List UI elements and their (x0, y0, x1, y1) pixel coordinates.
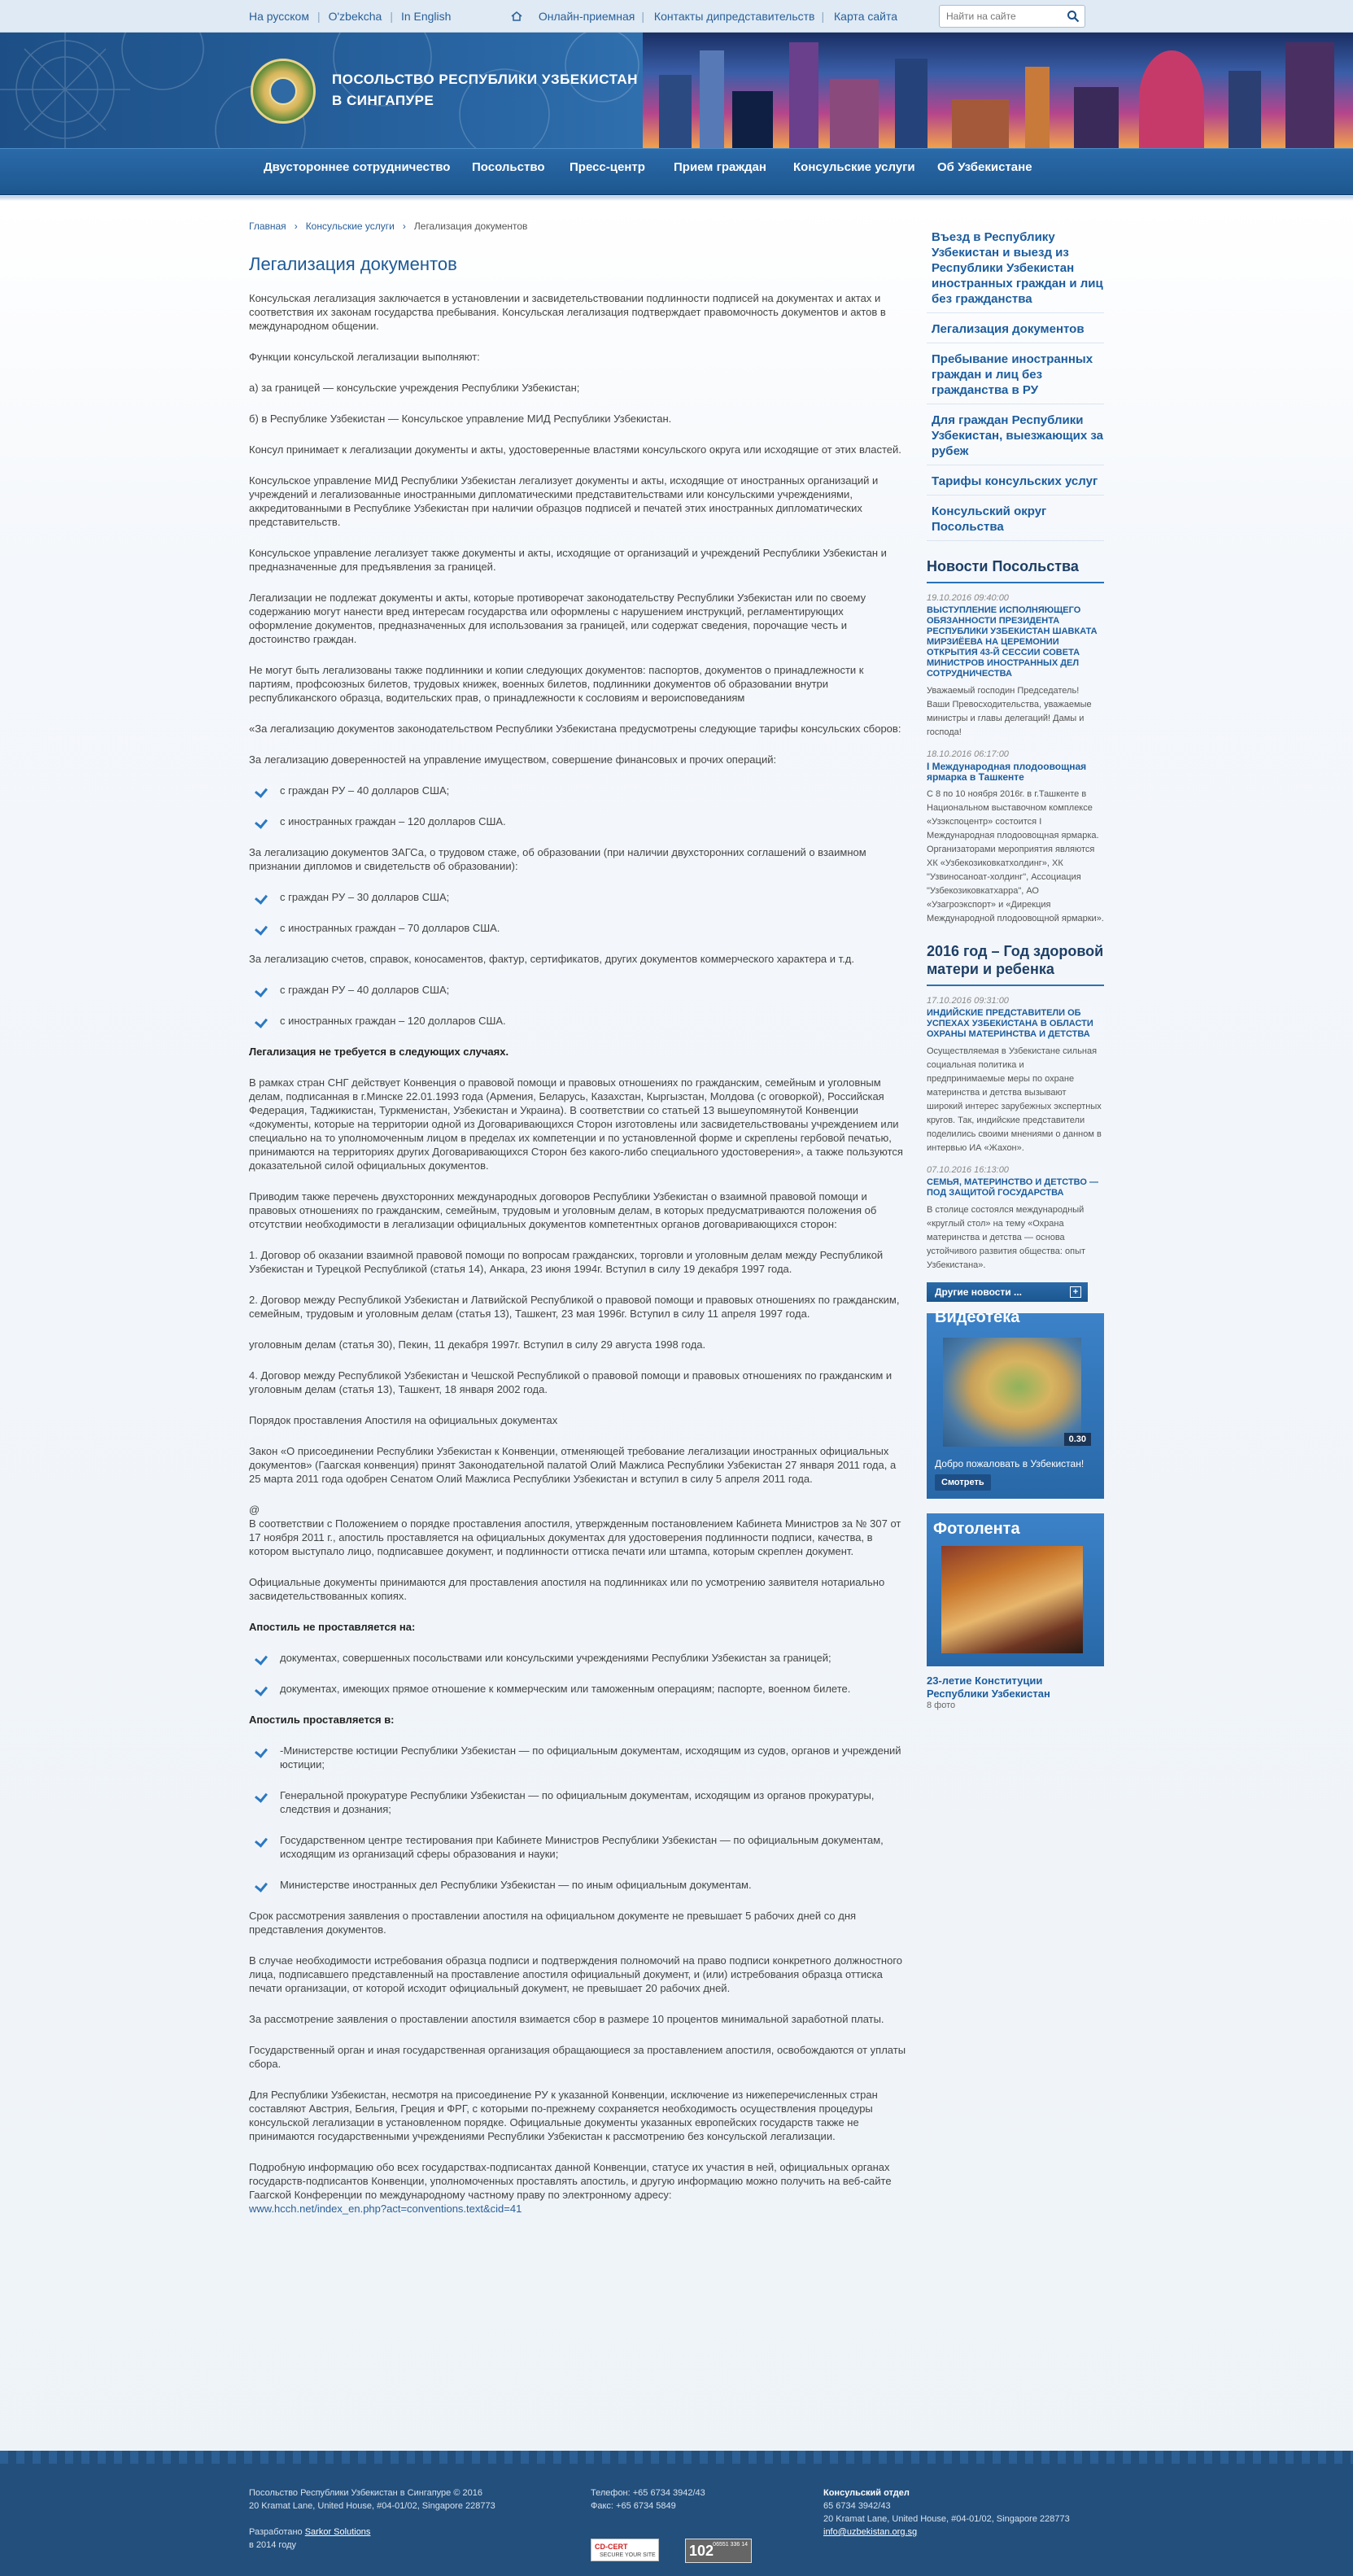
footer-col-consular (823, 2486, 1070, 2539)
sitemap-link[interactable]: Карта сайта (834, 10, 898, 23)
section-heading: Апостиль не проставляется на: (249, 1621, 416, 1633)
paragraph: Порядок проставления Апостиля на официальных документах (249, 1414, 558, 1426)
counter-small: 06551 336 14 (713, 2542, 748, 2548)
paragraph: Срок рассмотрения заявления о проставлении апостиля на официальном документе не превышает 5 рабочих дней со дня представления документов. (249, 1910, 857, 1936)
plus-icon: + (1070, 1286, 1081, 1298)
paragraph: В случае необходимости истребования образца подписи и подтверждения полномочий на право подписи конкретного должностного лица, подписавшего представленный на проставление апостиля официальный документ, и (или) истребования образца оттиска печати организации, от которой исходит официальный документ, не превышает 20 рабочих дней. (249, 1954, 903, 1994)
paragraph: Консульская легализация заключается в установлении и засвидетельствовании подлинности подписей на документах и актах и соответствия их законам государства пребывания. Консульская легализация подтверждает правомочность документов и актов в международном общении. (249, 292, 886, 332)
paragraph: Консул принимает к легализации документы и акты, удостоверенные властями консульского округа или исходящие от этих властей. (249, 443, 901, 456)
news-date: 19.10.2016 09:40:00 (927, 593, 1009, 603)
search-icon[interactable] (1067, 10, 1080, 23)
paragraph: 1. Договор об оказании взаимной правовой помощи по вопросам гражданских, торговли и уголовным делам между Республикой Узбекистан и Турецкой Республикой (статья 14), Анкара, 23 июня 1994г. Вступил в силу 19 декабря 1997 года. (249, 1249, 884, 1275)
news-date: 07.10.2016 16:13:00 (927, 1165, 1009, 1175)
list-item: документах, имеющих прямое отношение к коммерческим или таможенным операциям; паспорте, военном билете. (249, 1682, 908, 1696)
footer-fax: Факс: +65 6734 5849 (591, 2501, 676, 2511)
nav-bilateral[interactable]: Двустороннее сотрудничество (264, 160, 451, 174)
header-city-banner (643, 33, 1353, 148)
site-header (0, 33, 1353, 148)
nav-embassy[interactable]: Посольство (472, 160, 545, 174)
main-nav (0, 148, 1353, 195)
footer-phone: Телефон: +65 6734 3942/43 (591, 2488, 705, 2498)
ssl-badge[interactable] (591, 2539, 659, 2561)
footer-col-embassy (249, 2486, 495, 2552)
paragraph: Не могут быть легализованы также подлинники и копии следующих документов: паспортов, документов о принадлежности к партиям, профсоюзных билетов, трудовых книжек, военных билетов, подлинники документов об образовании внутри республиканского образца, водительских прав, о принадлежности к сословиям и вероисповеданиям (249, 664, 864, 704)
section-heading: Апостиль проставляется в: (249, 1714, 395, 1726)
news-date: 17.10.2016 09:31:00 (927, 996, 1009, 1006)
paragraph: Консульское управление МИД Республики Узбекистан легализует документы и акты, исходящие от иностранных организаций и учреждений и легализованные иностранными дипломатическими представительствами или консульскими учреждениями, аккредитованными в Республике Узбекистан при наличии образцов подписей и печатей этих иностранных дипломатических представительств. (249, 474, 879, 528)
video-title: Видеотека (935, 1308, 1020, 1326)
ornament-pattern (0, 33, 643, 148)
photo-title: Фотолента (933, 1520, 1020, 1538)
paragraph: Консульское управление легализует также документы и акты, исходящие от организаций и учреждений Республики Узбекистан и предназначенные для предъявления за границей. (249, 547, 887, 573)
photo-count: 8 фото (927, 1701, 956, 1710)
search-input[interactable] (940, 6, 1054, 27)
sidebar-link-legalization[interactable]: Легализация документов (927, 321, 1104, 343)
news-text: Осуществляемая в Узбекистане сильная социальная политика и предпринимаемые меры по охране материнства и детства вызывают широкий интерес зарубежных экспертных кругов. Так, индийские представители поделились своими мнениями о данном в интервью ИА «Жахон». (927, 1046, 1102, 1153)
top-bar (0, 0, 1353, 33)
sidebar-link-stay[interactable]: Пребывание иностранных граждан и лиц без гражданства в РУ (927, 351, 1104, 404)
site-title-line2[interactable]: В СИНГАПУРЕ (332, 93, 434, 108)
site-title-line1[interactable]: ПОСОЛЬСТВО РЕСПУБЛИКИ УЗБЕКИСТАН (332, 72, 638, 87)
fee-list (249, 983, 908, 1028)
paragraph: 2. Договор между Республикой Узбекистан и Латвийской Республикой о правовой помощи и правовых отношениях по гражданским, семейным, трудовым и уголовным делам (статья 13), Ташкент, 23 мая 1996г. Вступил в силу 11 апреля 1997 года. (249, 1294, 900, 1320)
video-caption[interactable]: Добро пожаловать в Узбекистан! (935, 1458, 1085, 1469)
paragraph: За легализацию доверенностей на управление имуществом, совершение финансовых и прочих операций: (249, 753, 777, 766)
online-reception-link[interactable]: Онлайн-приемная (538, 10, 635, 23)
list-item: с граждан РУ – 30 долларов США; (249, 890, 908, 904)
ssl-badge-label: CD-CERT (595, 2543, 628, 2551)
news-text: Уважаемый господин Председатель! Ваши Превосходительства, уважаемые министры и главы делегаций! Дамы и господа! (927, 686, 1092, 737)
paragraph: За рассмотрение заявления о проставлении апостиля взимается сбор в размере 10 процентов минимальной заработной платы. (249, 2013, 884, 2025)
paragraph: В соответствии с Положением о порядке проставления апостиля, утвержденным постановлением Кабинета Министров за № 307 от 17 ноября 2011 г., апостиль проставляется на официальных документах для удостоверения подлинности подписи, качества, в котором выступало лицо, подписавшее документ, и подлинности оттиска печати или штампа, которым скреплен документ. (249, 1517, 901, 1557)
footer-email-link[interactable]: info@uzbekistan.org.sg (823, 2527, 918, 2537)
video-duration: 0.30 (1064, 1433, 1091, 1446)
footer-developed: Разработано (249, 2527, 303, 2537)
developer-link[interactable]: Sarkor Solutions (304, 2527, 371, 2537)
news-title[interactable]: СЕМЬЯ, МАТЕРИНСТВО И ДЕТСТВО — ПОД ЗАЩИТОЙ ГОСУДАРСТВА (927, 1177, 1098, 1198)
fee-list (249, 784, 908, 828)
list-item: -Министерстве юстиции Республики Узбекистан — по официальным документам, исходящим из судов, органов и учреждений юстиции; (249, 1744, 908, 1771)
sidebar-link-consular-district[interactable]: Консульский округ Посольства (927, 504, 1104, 541)
sidebar-link-citizens-abroad[interactable]: Для граждан Республики Узбекистан, выезжающих за рубеж (927, 413, 1104, 465)
nav-reception[interactable]: Прием граждан (674, 160, 766, 174)
sidebar-link-tariffs[interactable]: Тарифы консульских услуг (927, 474, 1104, 496)
site-footer (0, 2451, 1353, 2576)
news-date: 18.10.2016 06:17:00 (927, 749, 1009, 759)
language-switcher: На русском | O'zbekcha | In English (249, 10, 452, 23)
apostille-exclusions (249, 1651, 908, 1696)
breadcrumb-current: Легализация документов (413, 220, 528, 232)
news-title[interactable]: ИНДИЙСКИЕ ПРЕДСТАВИТЕЛИ ОБ УСПЕХАХ УЗБЕКИСТАНА В ОБЛАСТИ ОХРАНЫ МАТЕРИНСТВА И ДЕТСТВА (927, 1008, 1093, 1039)
footer-year: в 2014 году (249, 2540, 296, 2550)
list-item: с граждан РУ – 40 долларов США; (249, 784, 908, 797)
news-item (927, 1165, 1104, 1273)
page-title: Легализация документов (249, 254, 457, 274)
sidebar (927, 229, 1104, 1710)
search-box (939, 5, 1085, 28)
counter-value: 102 (689, 2543, 714, 2559)
photo-caption[interactable]: 23-летие Конституции Республики Узбекистан (927, 1674, 1050, 1700)
paragraph: Государственный орган и иная государственная организация обращающиеся за проставлением апостиля, освобождаются от уплаты сбора. (249, 2044, 906, 2070)
more-news-button[interactable] (927, 1282, 1088, 1302)
video-widget (927, 1308, 1104, 1499)
list-item: с иностранных граждан – 120 долларов США. (249, 1014, 908, 1028)
home-icon[interactable] (511, 11, 522, 21)
paragraph: За легализацию счетов, справок, коносаментов, фактур, сертификатов, других документов коммерческого характера и т.д. (249, 953, 854, 965)
list-item: с граждан РУ – 40 долларов США; (249, 983, 908, 997)
news-item (927, 996, 1104, 1155)
footer-copyright: Посольство Республики Узбекистан в Сингапуре © 2016 (249, 2488, 482, 2498)
paragraph: В рамках стран СНГ действует Конвенция о правовой помощи и правовых отношениях по гражданским, семейным и уголовным делам, подписанная в г.Минске 22.01.1993 года (Армения, Беларусь, Казахстан, Кыргызстан, Молдова (с оговоркой), Российская Федерация, Таджикистан, Туркменистан, Узбекистан и Украина). В соответствии со статьей 13 вышеупомянутой Конвенции «документы, которые на территории одной из Договаривающихся Сторон изготовлены или засвидетельствованы учреждением или специально на то уполномоченным лицом в пределах их компетенции и по установленной форме и скреплены гербовой печатью, принимаются на территориях других Договаривающихся Сторон без какого-либо специального удостоверения», а также пользуются доказательной силой официальных документов. (249, 1076, 903, 1172)
top-links: Онлайн-приемная | Контакты дипредставительств | Карта сайта (511, 10, 904, 23)
nav-about[interactable]: Об Узбекистане (937, 160, 1032, 174)
sidebar-link-entry-exit[interactable]: Въезд в Республику Узбекистан и выезд из Республики Узбекистан иностранных граждан и лиц без гражданства (927, 229, 1104, 313)
hcch-link[interactable]: www.hcch.net/index_en.php?act=conventions.text&cid=41 (249, 2203, 522, 2215)
paragraph: уголовным делам (статья 30), Пекин, 11 декабря 1997г. Вступил в силу 29 августа 1998 года. (249, 1338, 706, 1351)
list-item: документах, совершенных посольствами или консульскими учреждениями Республики Узбекистан за границей; (249, 1651, 908, 1665)
list-item: Государственном центре тестирования при Кабинете Министров Республики Узбекистан — по официальным документам, исходящим из организаций сферы образования и науки; (249, 1833, 908, 1861)
lang-en[interactable]: In English (400, 10, 452, 23)
paragraph: Легализации не подлежат документы и акты, которые противоречат законодательству Республики Узбекистан или по своему содержанию могут нанести вред интересам государства или оформлены с нарушением инструкций, регламентирующих оформление документов, предназначенных для использования за границей, или содержат сведения, порочащие честь и достоинство граждан. (249, 592, 866, 645)
paragraph: 4. Договор между Республикой Узбекистан и Чешской Республикой о правовой помощи и правовых отношениях по гражданским и уголовным делам (статья 13), Ташкент, 18 января 2002 года. (249, 1369, 893, 1395)
article-body (249, 291, 908, 2233)
visit-counter[interactable] (685, 2539, 752, 2563)
paragraph: За легализацию документов ЗАГСа, о трудовом стаже, об образовании (при наличии двухсторонних соглашений о взаимном признании дипломов и свидетельств об образовании): (249, 846, 866, 872)
paragraph: «За легализацию документов законодательством Республики Узбекистана предусмотрены следующие тарифы консульских сборов: (249, 723, 901, 735)
video-thumbnail[interactable] (943, 1338, 1081, 1447)
paragraph-text: Подробную информацию обо всех государствах-подписантах данной Конвенции, статусе их участия в ней, официальных органах государств-подписантов Конвенции, уполномоченных проставлять апостиль, и другую информацию можно получить на веб-сайте Гаагской Конференции по международному частному праву по электронному адресу: (249, 2161, 892, 2201)
watch-button[interactable]: Смотреть (935, 1474, 991, 1491)
paragraph: Официальные документы принимаются для проставления апостиля на подлинниках или по усмотрению заявителя нотариально засвидетельствованных копиях. (249, 1576, 885, 1602)
news-item (927, 749, 1104, 926)
news-title[interactable]: ВЫСТУПЛЕНИЕ ИСПОЛНЯЮЩЕГО ОБЯЗАННОСТИ ПРЕЗИДЕНТА РЕСПУБЛИКИ УЗБЕКИСТАН ШАВКАТА МИРЗИЁЕВА НА ЦЕРЕМОНИИ ОТКРЫТИЯ 43-Й СЕССИИ СОВЕТА МИНИСТРОВ ИНОСТРАННЫХ ДЕЛ СОТРУДНИЧЕСТВА (927, 605, 1098, 679)
state-emblem[interactable] (251, 59, 316, 124)
breadcrumb: Главная › Консульские услуги › Легализация документов (249, 220, 528, 232)
ssl-badge-sub: SECURE YOUR SITE (600, 2552, 656, 2558)
footer-consular-address: 20 Kramat Lane, United House, #04-01/02, Singapore 228773 (823, 2514, 1070, 2524)
section-heading: Легализация не требуется в следующих случаях. (249, 1046, 509, 1058)
paragraph (249, 2160, 908, 2216)
footer-consular-phone: 65 6734 3942/43 (823, 2501, 891, 2511)
footer-consular-title: Консульский отдел (823, 2488, 910, 2498)
paragraph: Для Республики Узбекистан, несмотря на присоединение РУ к указанной Конвенции, исключение из нижеперечисленных стран составляют Австрия, Бельгия, Греция и ФРГ, с которыми по-прежнему сохраняется необходимость осуществления процедуры консульской легализации в установленном порядке. Официальные документы указанных европейских государств также не принимаются государственными учреждениями Республики Узбекистан к рассмотрению без консульской легализации. (249, 2089, 878, 2142)
news-item (927, 593, 1104, 740)
paragraph: Приводим также перечень двухсторонних международных договоров Республики Узбекистан о взаимной правовой помощи и правовых отношениях по гражданским, семейным, трудовым и уголовным делам, в которых предусматриваются положения об отсутствии необходимости в легализации официальных документов компетентных органов договаривающихся сторон: (249, 1190, 877, 1230)
nav-consular[interactable]: Консульские услуги (793, 160, 915, 174)
year-heading: 2016 год – Год здоровой матери и ребенка (927, 942, 1104, 986)
lang-ru[interactable]: На русском (249, 10, 309, 23)
news-text: С 8 по 10 ноября 2016г. в г.Ташкенте в Национальном выставочном комплексе «Узэкспоцентр» состоится I Международная плодоовощная ярмарка. Организаторами мероприятия являются ХК «Узбекозиковкатхолдинг», ХК "Узвиносаноат-холдинг", Ассоциация "Узбекозиковкатхарра", АО «Узагроэкспорт» и «Дирекция Международной плодоовощной ярмарки». (927, 789, 1104, 923)
footer-col-contacts (591, 2486, 705, 2513)
paragraph: б) в Республике Узбекистан — Консульское управление МИД Республики Узбекистан. (249, 413, 672, 425)
photo-widget (927, 1513, 1104, 1666)
list-item: с иностранных граждан – 120 долларов США. (249, 814, 908, 828)
fee-list (249, 890, 908, 935)
paragraph: @ (249, 1504, 260, 1516)
list-item: Генеральной прокуратуре Республики Узбекистан — по официальным документам, исходящим из органов прокуратуры, следствия и дознания; (249, 1788, 908, 1816)
contacts-link[interactable]: Контакты дипредставительств (653, 10, 815, 23)
nav-press-center[interactable]: Пресс-центр (570, 160, 645, 174)
photo-thumbnail[interactable] (941, 1546, 1083, 1653)
apostille-authorities (249, 1744, 908, 1892)
more-news-label: Другие новости ... (935, 1286, 1023, 1298)
paragraph: а) за границей — консульские учреждения Республики Узбекистан; (249, 382, 580, 394)
list-item: Министерстве иностранных дел Республики Узбекистан — по иным официальным документам. (249, 1878, 908, 1892)
footer-address: 20 Kramat Lane, United House, #04-01/02, Singapore 228773 (249, 2501, 495, 2511)
list-item: с иностранных граждан – 70 долларов США. (249, 921, 908, 935)
news-text: В столице состоялся международный «круглый стол» на тему «Охрана материнства и детства — основа устойчивого развития общества: опыт Узбекистана». (927, 1205, 1086, 1270)
news-title[interactable]: I Международная плодоовощная ярмарка в Ташкенте (927, 761, 1087, 783)
breadcrumb-home[interactable]: Главная (249, 220, 286, 232)
news-heading: Новости Посольства (927, 557, 1104, 583)
lang-uz[interactable]: O'zbekcha (328, 10, 382, 23)
paragraph: Закон «О присоединении Республики Узбекистан к Конвенции, отменяющей требование легализации иностранных официальных документов» (Гаагская конвенция) принят Законодательной палатой Олий Мажлиса Республики Узбекистан 27 января 2011 года, а 25 марта 2011 года одобрен Сенатом Олий Мажлиса Республики Узбекистан и вступил в силу 5 апреля 2011 года. (249, 1445, 897, 1485)
breadcrumb-consular[interactable]: Консульские услуги (305, 220, 395, 232)
paragraph: Функции консульской легализации выполняют: (249, 351, 480, 363)
